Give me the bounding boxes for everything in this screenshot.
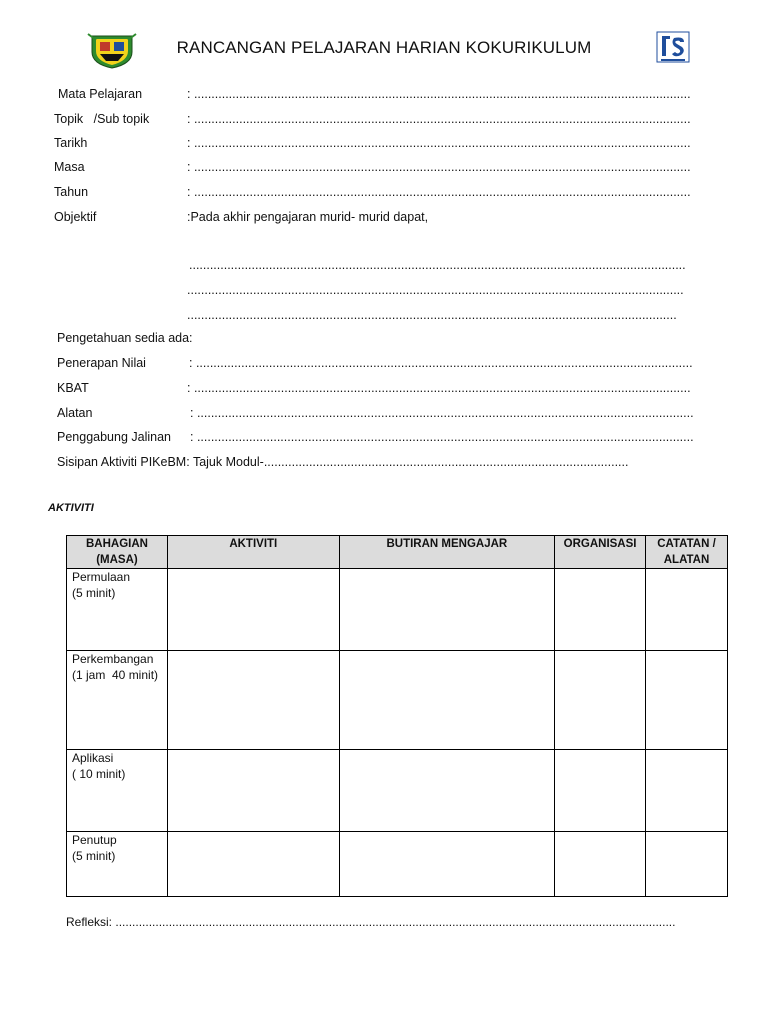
header-organisasi: ORGANISASI [555, 536, 646, 569]
cell-catatan[interactable] [646, 651, 728, 750]
cell-butiran[interactable] [339, 569, 555, 651]
field-label: Alatan [57, 406, 93, 420]
field-dotted-line: : ............................................................................................................................................... [187, 136, 691, 150]
phase-duration: (1 jam 40 minit) [72, 668, 159, 682]
field-label: KBAT [57, 381, 89, 395]
field-label: Tarikh [54, 136, 88, 150]
field-dotted-line: : ............................................................................................................................................... [189, 356, 693, 370]
cell-organisasi[interactable] [555, 569, 646, 651]
field-dotted-line: : ............................................................................................................................................... [190, 406, 694, 420]
cell-organisasi[interactable] [555, 750, 646, 832]
phase-name: Perkembangan [72, 652, 154, 666]
cell-aktiviti[interactable] [167, 569, 339, 651]
cell-bahagian [67, 832, 168, 897]
objective-line: ............................................................................................................................................. [187, 308, 677, 322]
cell-organisasi[interactable] [555, 832, 646, 897]
field-dotted-line: ......................................................................................................... [263, 455, 629, 469]
objective-line: ............................................................................................................................................... [189, 258, 686, 272]
header-aktiviti: AKTIVITI [167, 536, 339, 569]
cell-butiran[interactable] [339, 750, 555, 832]
phase-name: Permulaan [72, 570, 131, 584]
field-dotted-line: : ............................................................................................................................................... [187, 112, 691, 126]
phase-duration: (5 minit) [72, 849, 116, 863]
field-label: Mata Pelajaran [58, 87, 143, 101]
field-sisipan-aktiviti [57, 454, 628, 470]
cell-aktiviti[interactable] [167, 750, 339, 832]
table-row [67, 750, 728, 832]
cell-butiran[interactable] [339, 651, 555, 750]
ministry-logo [655, 30, 691, 66]
objective-intro: :Pada akhir pengajaran murid- murid dapat, [187, 210, 429, 224]
cell-catatan[interactable] [646, 569, 728, 651]
field-label: Tahun [54, 185, 89, 199]
header-bahagian: BAHAGIAN (MASA) [67, 536, 168, 569]
page-title: RANCANGAN PELAJARAN HARIAN KOKURIKULUM [176, 38, 592, 57]
header-catatan-alatan: CATATAN / ALATAN [646, 536, 728, 569]
table-row [67, 651, 728, 750]
field-label: Masa [54, 160, 85, 174]
phase-duration: ( 10 minit) [72, 767, 126, 781]
reflection-label: Refleksi: [66, 915, 116, 929]
header-butiran-mengajar: BUTIRAN MENGAJAR [339, 536, 555, 569]
field-label: Penggabung Jalinan [57, 430, 171, 444]
field-dotted-line: : ............................................................................................................................................... [187, 185, 691, 199]
cell-catatan[interactable] [646, 750, 728, 832]
cell-aktiviti[interactable] [167, 832, 339, 897]
field-dotted-line: : ............................................................................................................................................... [187, 160, 691, 174]
activity-table [66, 535, 728, 897]
objective-line: ............................................................................................................................................... [187, 283, 684, 297]
field-dotted-line: : ............................................................................................................................................... [190, 430, 694, 444]
cell-organisasi[interactable] [555, 651, 646, 750]
cell-bahagian [67, 750, 168, 832]
cell-butiran[interactable] [339, 832, 555, 897]
cell-catatan[interactable] [646, 832, 728, 897]
field-dotted-line: : ............................................................................................................................................... [187, 87, 691, 101]
reflection-dotted-line: ........................................................................................................................................................................ [115, 915, 676, 929]
field-label: Sisipan Aktiviti PIKeBM: Tajuk Modul- [57, 455, 264, 469]
table-row [67, 569, 728, 651]
cell-aktiviti[interactable] [167, 651, 339, 750]
table-row [67, 832, 728, 897]
field-label: Penerapan Nilai [57, 356, 146, 370]
section-heading-aktiviti: AKTIVITI [48, 502, 94, 514]
phase-name: Aplikasi [72, 751, 114, 765]
field-label: Objektif [54, 210, 97, 224]
table-header-row [67, 536, 728, 569]
field-label: Pengetahuan sedia ada: [57, 331, 193, 345]
reflection-line [66, 915, 675, 929]
cell-bahagian [67, 569, 168, 651]
phase-duration: (5 minit) [72, 586, 116, 600]
field-label: Topik /Sub topik [54, 112, 150, 126]
phase-name: Penutup [72, 833, 117, 847]
cell-bahagian [67, 651, 168, 750]
field-dotted-line: : ............................................................................................................................................... [187, 381, 691, 395]
